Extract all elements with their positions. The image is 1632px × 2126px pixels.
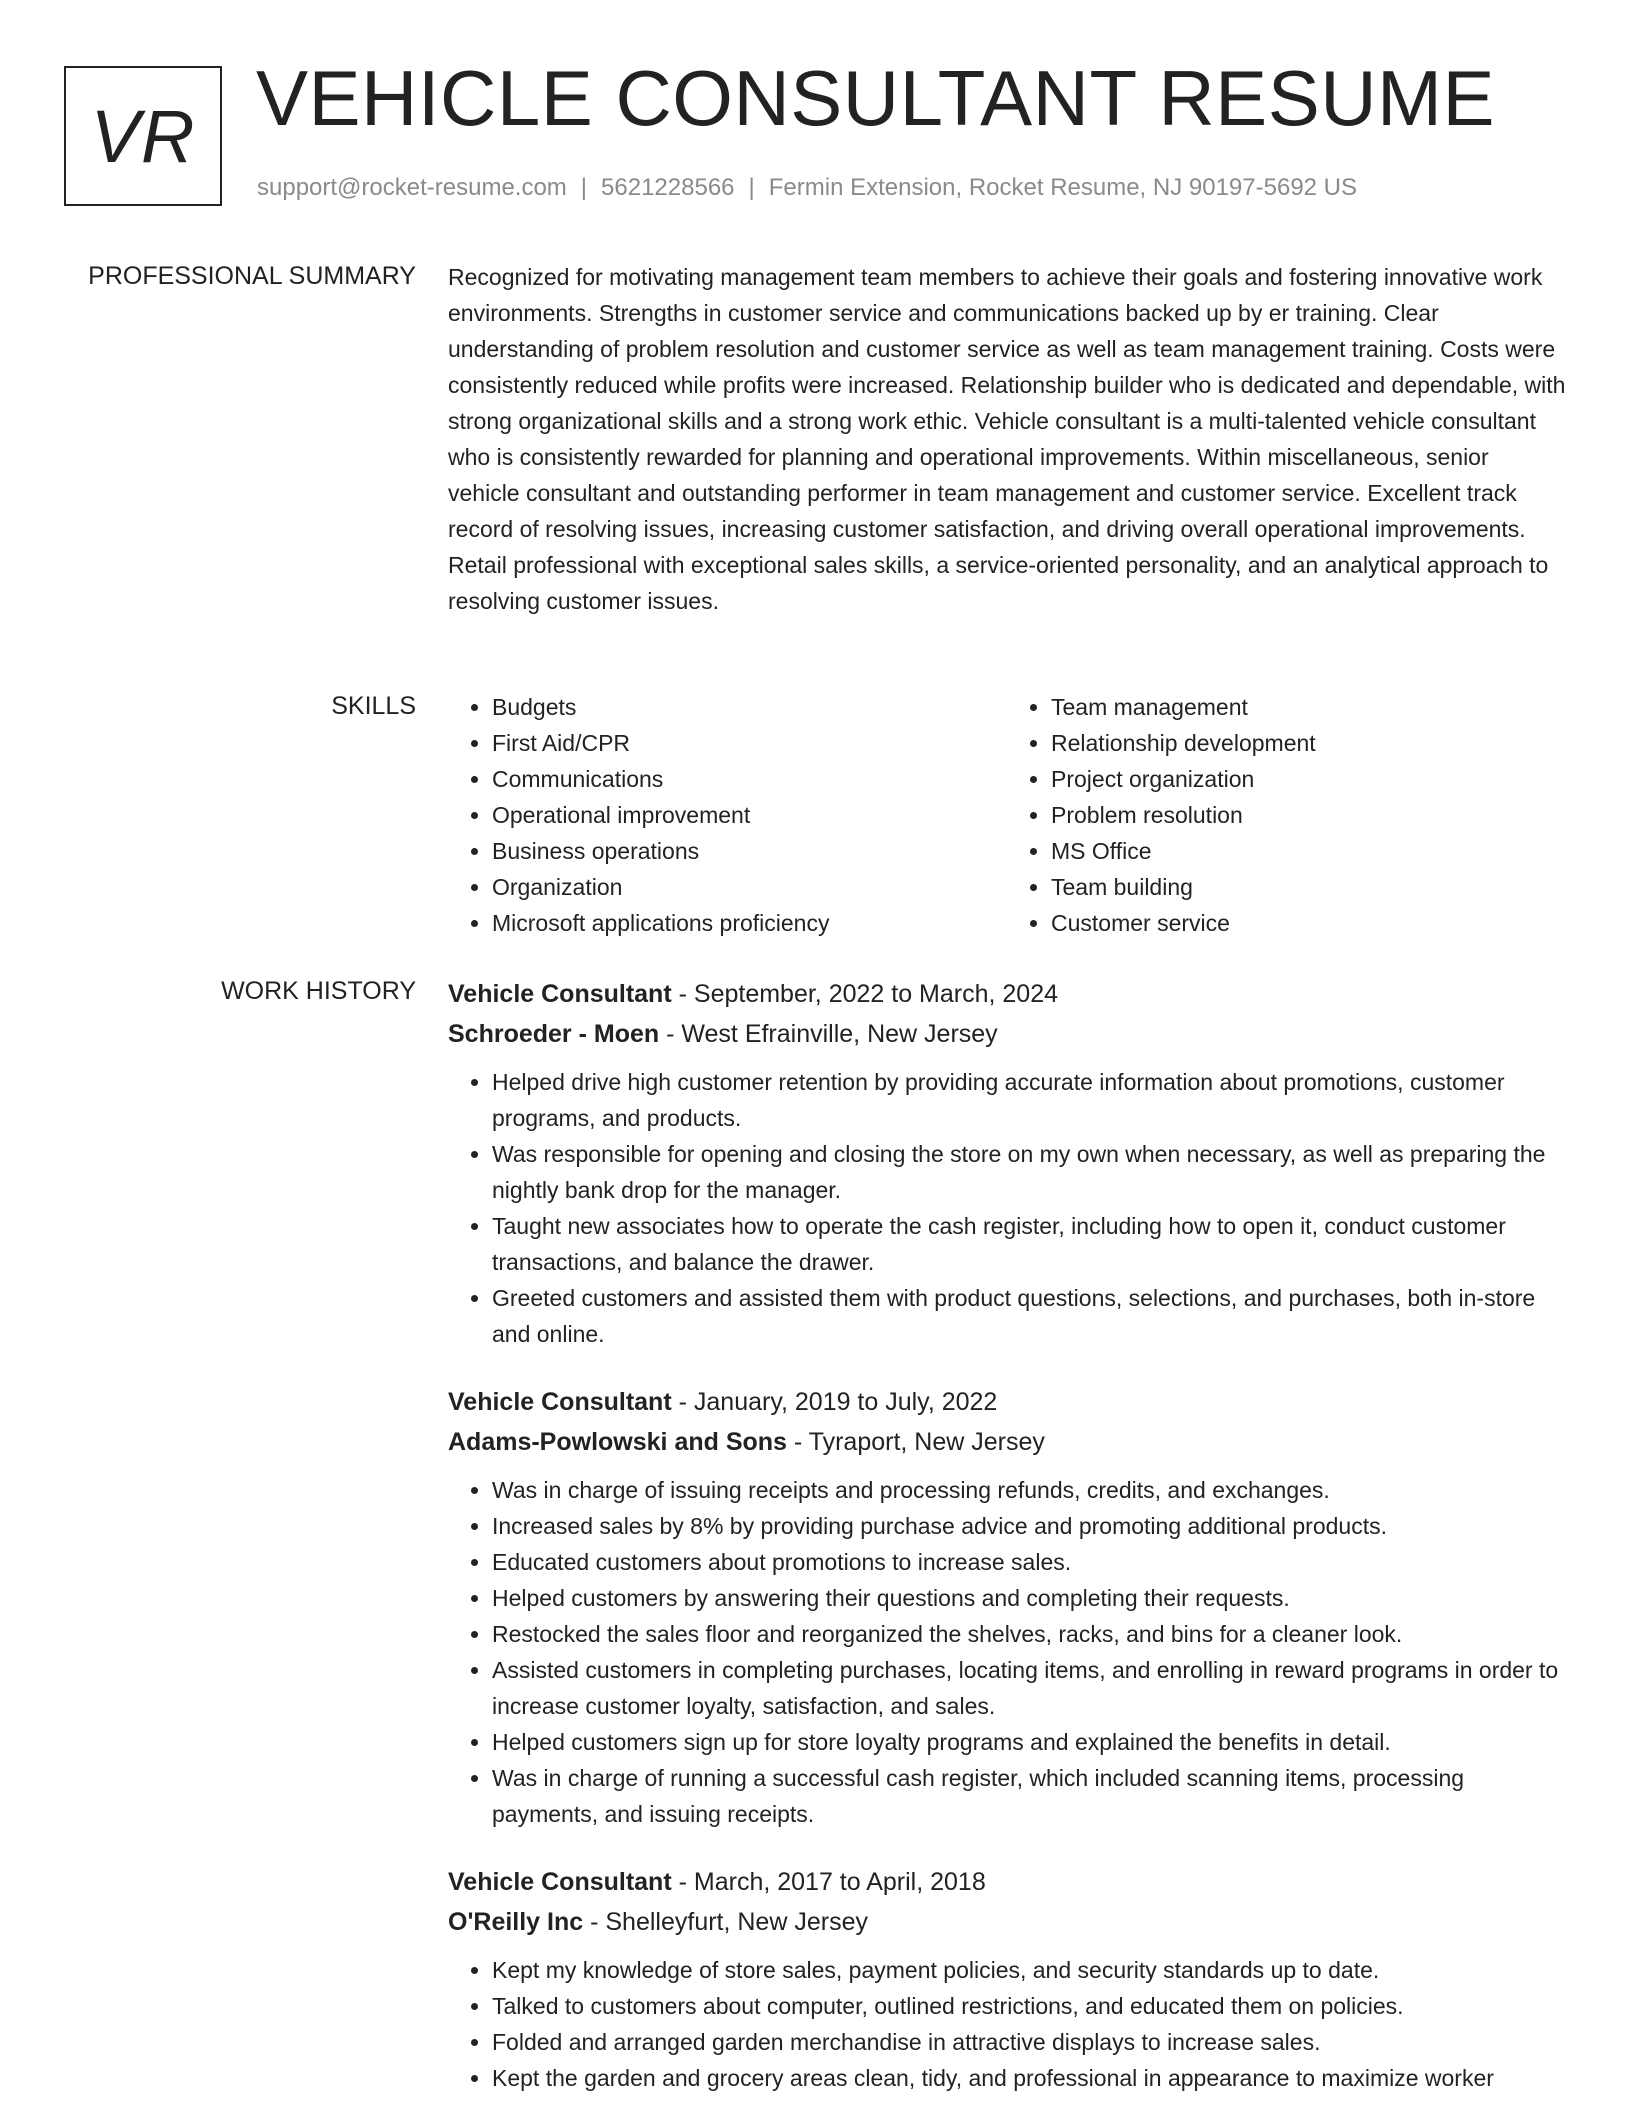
job-entry	[448, 974, 1566, 1352]
work-body	[448, 974, 1566, 2126]
job-bullet: • Taught new associates how to operate the cash register, including how to open it, conduct customer transactions, and balance the drawer.	[492, 1208, 1566, 1280]
skill-item: • Communications	[492, 761, 1007, 797]
skill-item: • MS Office	[1051, 833, 1566, 869]
job-company-line	[448, 1902, 1566, 1942]
summary-body	[448, 259, 1566, 619]
job-bullet-list	[448, 1472, 1566, 1832]
job-entry	[448, 1382, 1566, 1832]
skill-item: • Relationship development	[1051, 725, 1566, 761]
skill-item: • Organization	[492, 869, 1007, 905]
skill-item: • Operational improvement	[492, 797, 1007, 833]
job-bullet-list	[448, 1952, 1566, 2096]
summary-text: Recognized for motivating management team members to achieve their goals and fostering innovative work environments. Strengths in customer service and communications backed up by er training. Clear understanding of problem resolution and customer service as well as team management training. Costs were consistently reduced while profits were increased. Relationship builder who is dedicated and dependable, with strong organizational skills and a strong work ethic. Vehicle consultant is a multi-talented vehicle consultant who is consistently rewarded for planning and operational improvements. Within miscellaneous, senior vehicle consultant and outstanding performer in team management and customer service. Excellent track record of resolving issues, increasing customer satisfaction, and driving overall operational improvements. Retail professional with exceptional sales skills, a service-oriented personality, and an analytical approach to resolving customer issues.	[448, 264, 1566, 614]
skills-list-left	[448, 689, 1007, 941]
skill-item: • Business operations	[492, 833, 1007, 869]
job-bullet: • Helped customers by answering their questions and completing their requests.	[492, 1580, 1566, 1616]
job-dates: - January, 2019 to July, 2022	[671, 1388, 998, 1416]
job-company-line	[448, 1422, 1566, 1462]
job-bullet: • Educated customers about promotions to increase sales.	[492, 1544, 1566, 1580]
skill-item: • Customer service	[1051, 905, 1566, 941]
job-bullet: • Assisted customers in completing purchases, locating items, and enrolling in reward programs in order to increase customer loyalty, satisfaction, and sales.	[492, 1652, 1566, 1724]
job-dates: - March, 2017 to April, 2018	[671, 1868, 986, 1896]
job-title-line	[448, 974, 1566, 1014]
resume-title: VEHICLE CONSULTANT RESUME	[256, 54, 1496, 142]
job-entry	[448, 1862, 1566, 2096]
job-location: - Shelleyfurt, New Jersey	[583, 1908, 868, 1936]
job-title-line	[448, 1382, 1566, 1422]
job-bullet: • Talked to customers about computer, outlined restrictions, and educated them on policies.	[492, 1988, 1566, 2024]
contact-address: Fermin Extension, Rocket Resume, NJ 90197-5692 US	[768, 174, 1358, 201]
job-bullet: • Restocked the sales floor and reorganized the shelves, racks, and bins for a cleaner look.	[492, 1616, 1566, 1652]
job-bullet: • Kept the garden and grocery areas clean, tidy, and professional in appearance to maximize worker	[492, 2060, 1566, 2096]
skills-grid	[448, 689, 1566, 941]
contact-email: support@rocket-resume.com	[257, 174, 567, 201]
skill-item: • Problem resolution	[1051, 797, 1566, 833]
job-company: O'Reilly Inc	[448, 1908, 584, 1936]
job-dates: - September, 2022 to March, 2024	[671, 980, 1059, 1008]
job-company: Schroeder - Moen	[448, 1020, 660, 1048]
skill-item: • Budgets	[492, 689, 1007, 725]
job-company: Adams-Powlowski and Sons	[448, 1428, 787, 1456]
job-bullet: • Folded and arranged garden merchandise in attractive displays to increase sales.	[492, 2024, 1566, 2060]
job-location: - Tyraport, New Jersey	[786, 1428, 1045, 1456]
summary-label: PROFESSIONAL SUMMARY	[88, 262, 416, 290]
job-bullet: • Greeted customers and assisted them with product questions, selections, and purchases, both in-store and online.	[492, 1280, 1566, 1352]
job-bullet: • Was in charge of running a successful cash register, which included scanning items, processing payments, and issuing receipts.	[492, 1760, 1566, 1832]
job-title: Vehicle Consultant	[448, 1388, 672, 1416]
skill-item: • Team building	[1051, 869, 1566, 905]
skill-item: • First Aid/CPR	[492, 725, 1007, 761]
job-bullet: • Was in charge of issuing receipts and processing refunds, credits, and exchanges.	[492, 1472, 1566, 1508]
job-bullet: • Helped customers sign up for store loyalty programs and explained the benefits in detail.	[492, 1724, 1566, 1760]
job-bullet: • Was responsible for opening and closing the store on my own when necessary, as well as preparing the nightly bank drop for the manager.	[492, 1136, 1566, 1208]
skills-body	[448, 689, 1566, 941]
skill-item: • Microsoft applications proficiency	[492, 905, 1007, 941]
job-bullet-list	[448, 1064, 1566, 1352]
job-title: Vehicle Consultant	[448, 1868, 672, 1896]
monogram-logo: VR	[64, 66, 222, 206]
work-label: WORK HISTORY	[221, 977, 416, 1005]
job-bullet: • Helped drive high customer retention by providing accurate information about promotions, customer programs, and products.	[492, 1064, 1566, 1136]
skills-list-right	[1007, 689, 1566, 941]
job-bullet: • Increased sales by 8% by providing purchase advice and promoting additional products.	[492, 1508, 1566, 1544]
skills-label: SKILLS	[331, 692, 416, 720]
contact-separator: |	[748, 174, 755, 201]
skill-item: • Project organization	[1051, 761, 1566, 797]
job-title: Vehicle Consultant	[448, 980, 672, 1008]
job-title-line	[448, 1862, 1566, 1902]
skill-item: • Team management	[1051, 689, 1566, 725]
contact-separator: |	[580, 174, 588, 201]
contact-line	[257, 174, 1357, 202]
contact-phone: 5621228566	[601, 174, 735, 201]
job-bullet: • Kept my knowledge of store sales, payment policies, and security standards up to date.	[492, 1952, 1566, 1988]
job-company-line	[448, 1014, 1566, 1054]
job-location: - West Efrainville, New Jersey	[659, 1020, 998, 1048]
